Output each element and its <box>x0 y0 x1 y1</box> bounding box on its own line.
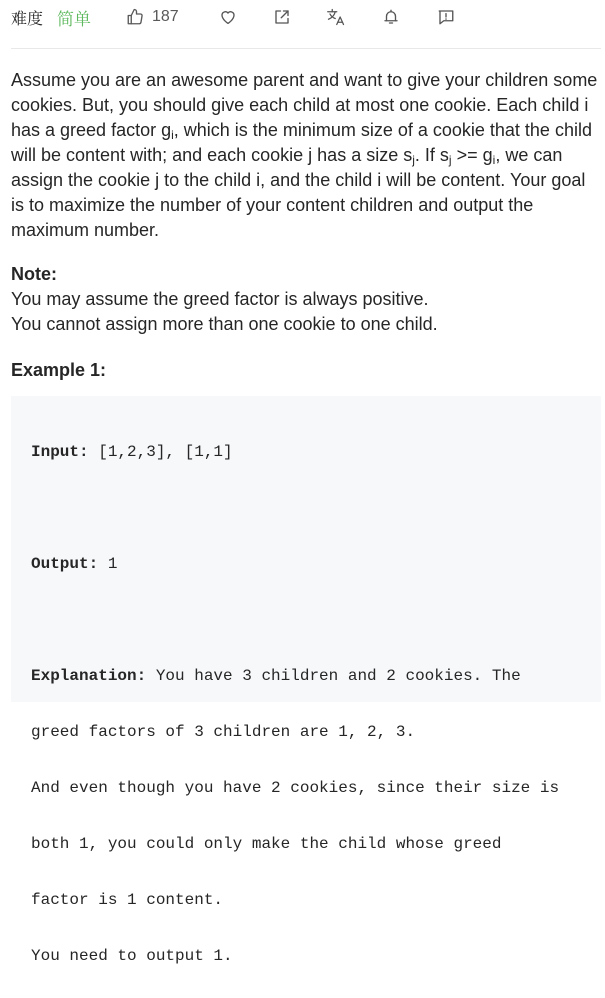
description-text: , we can assign the cookie j to the child i, and the child i will be content. Your goal is to maximize the number of your content children and output the maximum number. <box>11 145 586 240</box>
subscript: i <box>492 153 496 167</box>
description-text: >= g <box>451 145 493 165</box>
subscript: i <box>171 128 174 142</box>
description-text: , which is the minimum size of a cookie that the child will be content with; and each cookie j has a size s <box>11 120 592 165</box>
bell-icon <box>382 8 400 26</box>
explanation-line: greed factors of 3 children are 1, 2, 3. <box>31 723 416 741</box>
blank-line <box>31 494 581 522</box>
translate-button[interactable] <box>326 0 346 34</box>
explanation-line: both 1, you could only make the child whose greed <box>31 835 502 853</box>
blank-line <box>31 606 581 634</box>
favorite-button[interactable] <box>218 0 238 34</box>
input-value: [1,2,3], [1,1] <box>88 443 233 461</box>
like-count: 187 <box>152 8 179 25</box>
note-heading: Note: <box>11 264 57 284</box>
note-line: You cannot assign more than one cookie to one child. <box>11 314 438 334</box>
share-button[interactable] <box>272 0 292 34</box>
input-label: Input: <box>31 443 89 461</box>
difficulty-label: 难度 <box>11 10 44 28</box>
output-label: Output: <box>31 555 99 573</box>
explanation-text: You have 3 children and 2 cookies. The <box>146 667 521 685</box>
subscript: j <box>412 153 415 167</box>
example-code-block <box>11 396 601 965</box>
problem-description <box>11 68 601 383</box>
explanation-line: factor is 1 content. <box>31 891 224 909</box>
share-icon <box>273 8 291 26</box>
difficulty-badge: 简单 <box>57 9 91 29</box>
explanation-label: Explanation: <box>31 667 147 685</box>
explanation-line <box>31 662 581 690</box>
heart-icon <box>219 8 237 26</box>
problem-toolbar <box>0 0 605 34</box>
feedback-button[interactable] <box>436 0 456 34</box>
translate-icon <box>326 8 346 26</box>
description-text: Assume you are an awesome parent and want to give your children some cookies. But, you should give each child at most one cookie. Each child i has a greed factor g <box>11 70 598 140</box>
note-section <box>11 262 601 337</box>
feedback-icon <box>437 8 455 26</box>
like-button[interactable] <box>126 0 179 34</box>
subscript: j <box>448 153 452 167</box>
toolbar-divider <box>11 48 601 49</box>
output-value: 1 <box>98 555 118 573</box>
notify-button[interactable] <box>381 0 401 34</box>
description-text: . If s <box>414 145 449 165</box>
note-line: You may assume the greed factor is always positive. <box>11 289 429 309</box>
example-output-line <box>31 550 581 578</box>
thumbs-up-icon <box>126 8 144 26</box>
explanation-line: You need to output 1. <box>31 947 233 965</box>
explanation-line: And even though you have 2 cookies, since their size is <box>31 779 560 797</box>
example-input-line <box>31 438 581 466</box>
description-paragraph <box>11 68 601 243</box>
example-heading: Example 1: <box>11 360 107 380</box>
